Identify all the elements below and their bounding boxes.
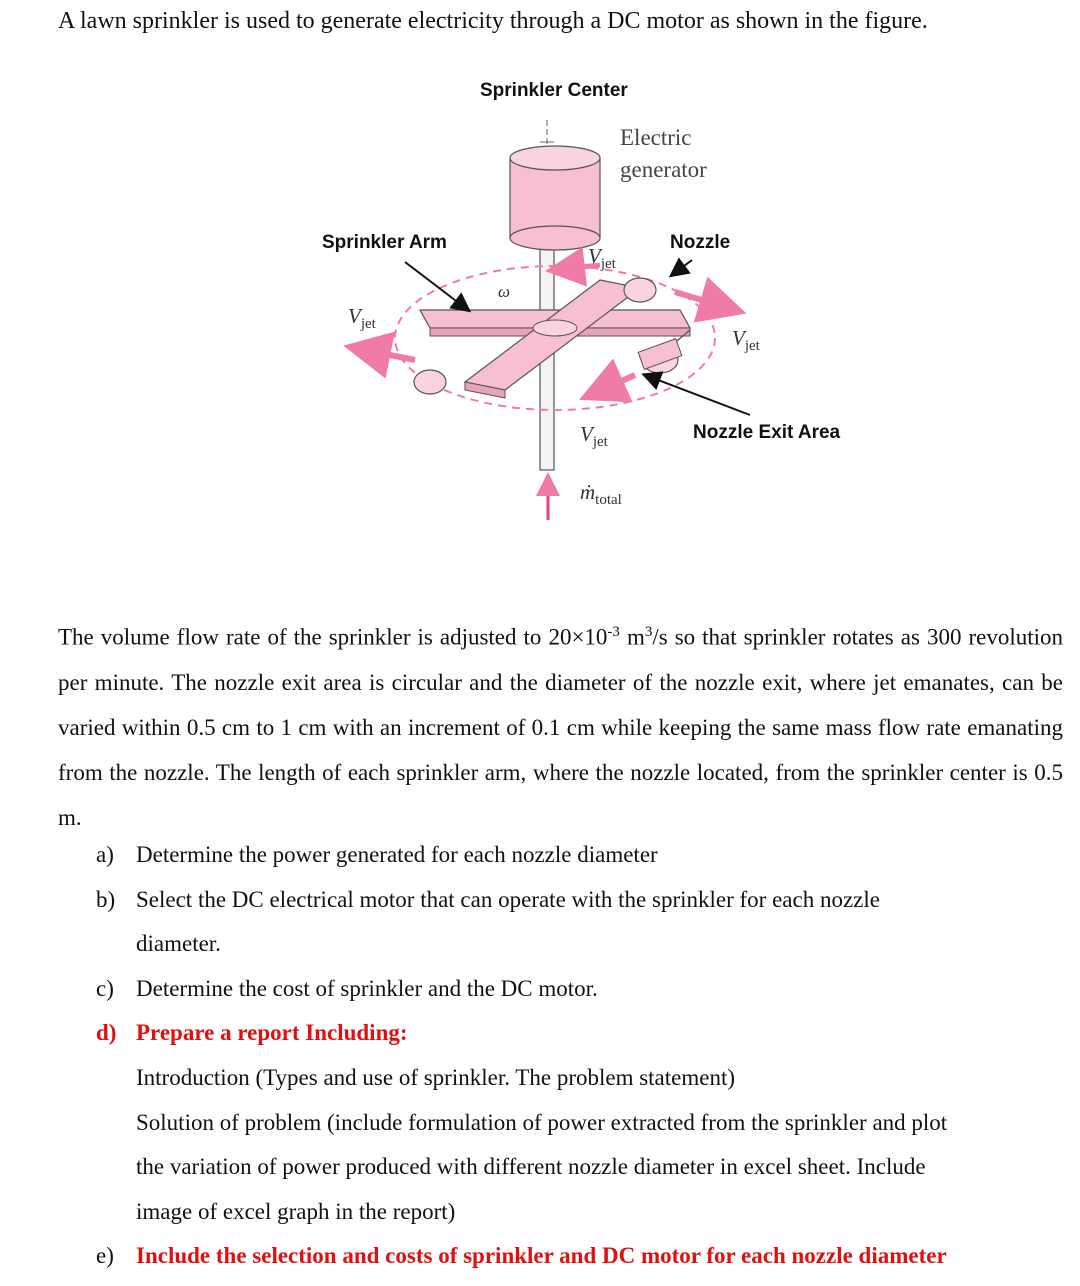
label-electric-generator — [620, 122, 707, 186]
label-m-dot-total: ṁ$_{total}$ — [580, 480, 622, 509]
list-item-e: e) Include the selection and costs of sprinkler and DC motor for each nozzle diameter — [96, 1243, 947, 1268]
intro-sentence: A lawn sprinkler is used to generate electricity through a DC motor as shown in the figure. — [58, 8, 928, 34]
list-item-a: a) Determine the power generated for each nozzle diameter — [96, 842, 658, 867]
jet-arrow-front — [590, 375, 635, 395]
list-item-b-continued: diameter. — [136, 931, 221, 956]
sprinkler-drawing — [300, 70, 880, 540]
label-sprinkler-center: Sprinkler Center — [480, 80, 628, 101]
label-generator: generator — [620, 157, 707, 182]
report-solution-line-3: image of excel graph in the report) — [136, 1199, 456, 1224]
problem-text: The volume flow rate of the sprinkler is adjusted to $20\times 10^{-3}$ $m^3/s$ so that sprinkler rotates as 300 revolution per minute. The nozzle exit area is circular and the diameter of the nozzle exit, where jet emanates, can be varied within 0.5 cm to 1 cm with an increment of 0.1 cm while keeping the same mass flow rate emanating from the nozzle. The length of each sprinkler arm, where the nozzle located, from the sprinkler center is 0.5 m. — [58, 624, 1064, 830]
list-item-b: b) Select the DC electrical motor that can operate with the sprinkler for each nozzle — [96, 887, 880, 912]
sprinkler-figure — [300, 70, 880, 540]
nozzle-lower-left — [414, 370, 446, 394]
jet-arrow-left — [355, 348, 415, 360]
nozzle-pointer — [672, 260, 692, 275]
label-omega: ω — [498, 282, 511, 301]
label-nozzle: Nozzle — [670, 232, 731, 253]
label-sprinkler-arm: Sprinkler Arm — [322, 232, 447, 253]
report-solution-line-2: the variation of power produced with different nozzle diameter in excel sheet. Include — [136, 1154, 926, 1179]
label-nozzle-exit-area: Nozzle Exit Area — [693, 422, 841, 443]
nozzle-upper-right — [624, 278, 656, 302]
report-intro-line: Introduction (Types and use of sprinkler. The problem statement) — [136, 1065, 736, 1090]
problem-paragraph — [58, 610, 1063, 840]
label-v-jet-top: $V_{jet}$ — [588, 244, 616, 273]
list-item-d: d) Prepare a report Including: — [96, 1020, 408, 1045]
label-v-jet-front: $V_{jet}$ — [580, 422, 608, 451]
jet-arrow-right — [675, 292, 735, 310]
generator-top — [510, 146, 600, 170]
report-solution-line-1: Solution of problem (include formulation of power extracted from the sprinkler and plot — [136, 1110, 948, 1135]
nozzle-exit-pointer — [645, 375, 750, 415]
sprinkler-arm-pointer — [405, 262, 468, 310]
label-v-jet-right: $V_{jet}$ — [732, 326, 760, 355]
label-v-jet-left: $V_{jet}$ — [348, 304, 376, 333]
label-electric: Electric — [620, 125, 692, 150]
list-item-c: c) Determine the cost of sprinkler and the DC motor. — [96, 976, 598, 1001]
